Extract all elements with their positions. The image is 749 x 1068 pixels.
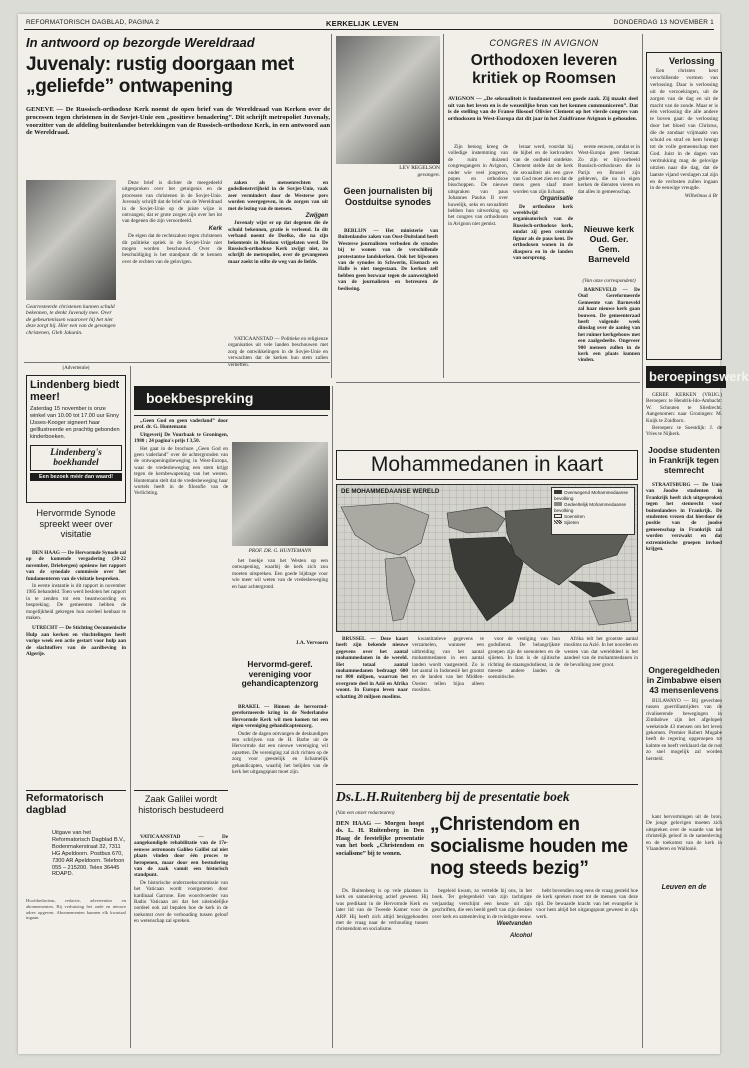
map-landmass-americas: [341, 503, 429, 555]
vaticaan-brief: VATICAANSTAD — Politieke en religieuze organisaties uit vele landen beschouwen met zorg de ontwikkelingen in de Sovjet-Unie en verwachten dat de kerken hun stem zullen verheffen.: [228, 336, 328, 368]
juvenaly-col3: zaken als mensenrechten en godsdienstvrijheid in de Sovjet-Unie, vaak zeer vermindert door de Westerse pers worden weergegeven, in de zorgen van uit met de lezing van de mensen. Zwijgen Juvenaly wijst er op dat degenen die de schuld bekennen, gratie is verleend. In dit verband noemt de Doelko, die na zijn bekentenis in Moskou vrijgelaten werd. De Russisch-orthodoxe Kerk zwijgt niet, zo schrijft de metropoliet, over de gevangenen maar zoekt in stilte de weg van de liefde.: [228, 180, 328, 265]
juvenaly-col2: Deze brief is dichter de meegedeeld uitgesproken over het getuigenis en de processen van christenen in de Sovjet-Unie. Juvenaly schrijft dat de brief van de Wereldraad in de Sovjet-Unie op de juiste wijze is ontvangen; dat er grote zorgen zijn over het lot van degenen die zijn veroordeeld. Kerk De eigen dat de rechtszaken tegen christenen dit politieke optiek in de Sovjet-Unie niet mogen worden beschouwd. Over de beschuldiging is het standpunt dit te kennen over de rechten van de gelovigen.: [122, 180, 222, 265]
avignon-col3: eerste eeuwen, omdat er in West-Europa geen bestaat. Zo zijn er bijvoorbeeld Russisch-orthodoxen die in Parijs en Brussel zijn gebleven, die nu in eigen kerken de diensten vieren en dat alles in gemeenschap.: [578, 144, 640, 195]
mohammedanen-headline: Mohammedanen in kaart: [336, 450, 638, 480]
section-rule: [336, 382, 640, 383]
mohammedanen-col1: BRUSSEL — Deze kaart heeft zijn bekende nieuwe gegevens over het aantal mohammedanen in de wereld. Het totaal aantal mohammedanen bedraagt 600 tot 800 miljoen, waarvan het overgrote deel in Azië en Afrika woont. In Europa leven naar schatting 20 miljoen moslims.: [336, 636, 408, 700]
huntemann-caption: PROF. DR. G. HUNTEMANN: [248, 548, 312, 554]
subhead-kerk: Kerk: [208, 225, 222, 232]
column-divider: [331, 34, 332, 378]
legend-item-gedeeltelijk: Gedeeltelijk Mohammedaanse bevolking: [554, 502, 627, 513]
juvenaly-lead: GENEVE — De Russisch-orthodoxe Kerk noemt de open brief van de Wereldraad van Kerken over de processen tegen christenen in de Sovjet-Unie een „positieve benadering”. Dit schrijft metropoliet Juvenaly, voorzitter van de afdeling buitenlandse betrekkingen van de Russisch-orthodoxe Kerk, in een antwoord aan de Wereldraad.: [26, 106, 330, 137]
ruitenberg-headline: „Christendom en socialisme houden me nog steeds bezig”: [430, 814, 628, 879]
ruitenberg-col1: Ds. Ruitenberg is op vele plaatsen in kerk en samenleving actief geweest. Hij was predikant in de Hervormde Kerk en later lid van de Tweede Kamer voor de ARP. Hij heeft zich altijd beziggehouden met de vraag naar de verhouding tussen christendom en socialisme.: [336, 888, 428, 933]
regelson-photo: [336, 36, 440, 164]
galilei-body: VATICAANSTAD — De aangekondigde rehabilitatie van de 17e-eeuwse astronoom Galileo Galilei zal niet plaats vinden door één proces te heropenen, maar door een bestudering van de zaak vanuit een historisch standpunt. De historische onderzoekscommissie van het Vaticaan wordt voorgezeten door kardinaal Garrone. Een woordvoerder van Radio Vaticaan zei dat het uiteindelijke oordeel ook zal bepalen hoe de kerk in de toekomst over de verhouding tussen geloof en wetenschap zal spreken.: [134, 834, 228, 925]
legend-swatch-hatched: [554, 520, 562, 524]
book-title: „Geen God en geen vaderland” door prof. dr. G. Huntemann: [134, 418, 228, 431]
barneveld-body: BARNEVELD — De Oud Gereformeerde Gemeente van Barneveld zal haar nieuwe kerk gaan bouwen. De gemeenteraad heeft volgende week dinsdag over de aanleg van het ruimer kerkgebouw met een zaalgedeelte. Ongeveer 900 mensen zullen in de kerk een plaats kunnen vinden.: [578, 287, 640, 364]
vereniging-body: BRAKEL — Binnen de hervormd-gereformeerde kring in de Nederlandse Hervormde Kerk wil men komen tot een eigen vereniging gehandicaptenzorg. Onder de dagen ontvangen de deskundigen een schrijven van de H. Barbe uit de Hervormde dat een nieuwe vereniging wil opzetten. De vereniging zal zich richten op de zorg voor geestelijk en lichamelijk gehandicapten, waarbij het belijden van de kerk het uitgangspunt moet zijn.: [232, 704, 328, 776]
juvenaly-kicker: In antwoord op bezorgde Wereldraad: [26, 35, 255, 50]
ruitenberg-kicker: Ds.L.H.Ruitenberg bij de presentatie boek: [336, 789, 570, 804]
header-rule: [24, 29, 714, 30]
ruitenberg-byline: (Van een onzer redacteuren): [336, 810, 395, 816]
journalisten-headline: Geen journalisten bij Oostduitse synodes: [343, 186, 433, 207]
huntemann-photo: [232, 442, 328, 546]
avignon-headline: Orthodoxen leveren kritiek op Roomsen: [470, 52, 618, 87]
running-header-left: REFORMATORISCH DAGBLAD, PAGINA 2: [26, 19, 160, 26]
galilei-headline: Zaak Galilei wordt historisch bestudeerd: [134, 790, 228, 830]
subhead-weetvanden: Weetvanden: [496, 921, 532, 928]
ruitenberg-lead: DEN HAAG — Morgen hoopt ds. L. H. Ruitenberg in Den Haag de feestelijke presentatie van het boek „Christendom en socialisme” bij te wonen.: [336, 820, 424, 857]
legend-swatch-outline: [554, 514, 562, 518]
regelson-caption: LEV REGELSON gevangen.: [399, 165, 440, 178]
ruitenberg-col3: hebt bovendien nog eens de vraag gesteld hoe de kerk spreken moet tot de mensen van deze tijd. De bewaarde kracht van het evangelie is voor hem altijd het uitgangspunt geweest in zijn werk.: [536, 888, 638, 920]
column-divider: [443, 34, 444, 378]
barneveld-byline: (Van onze correspondent): [582, 278, 636, 284]
mohammedanen-col4: Afrika telt het grootste aantal moslims na Azië. In het noorden en westen van dat werelddeel is het aandeel van de mohammedanen in de bevolking zeer groot.: [564, 636, 638, 668]
verlossing-title: Verlossing: [669, 56, 715, 66]
legend-item-sjiieten: Sjiieten: [554, 520, 632, 526]
muslim-world-map: [336, 484, 638, 632]
barneveld-headline: Nieuwe kerk Oud. Ger. Gem. Barneveld: [583, 224, 635, 264]
lindenberg-ad-body: Zaterdag 15 november is onze winkel van 10.00 tot 17.00 uur Enny IJsses-Kooger signeert haar geïllustreerde en prachtig gebonden kinderboeken.: [30, 406, 120, 440]
column-divider: [332, 386, 333, 1048]
boekbespreking-signature: J.A. Vervoorn: [295, 640, 328, 646]
mohammedanen-col3: voor de vestiging van hun godsdienst. De belangrijkste groepen zijn de soennieten en de sjiieten. In Iran is de sjiitische richting de staatsgodsdienst, in de meeste andere landen de soennitische.: [488, 636, 560, 681]
map-landmass-australia: [589, 599, 631, 625]
ruitenberg-col2: begeleid kwam, zo vertelde hij ons, in het boek. Ter gelegenheid van zijn tachtigste verjaardag verschijnt een keuze uit zijn geschriften, die een beeld geeft van zijn denken over kerk en samenleving in de twintigste eeuw. Weetvanden Alcohol: [432, 888, 532, 940]
juvenaly-headline: Juvenaly: rustig doorgaan met „geliefde” ontwapening: [26, 54, 294, 97]
colofon-fine-print: Hoofdredacteur, redactie, advertenties en abonnementen. Bij verhuizing het oude en nieuwe adres opgeven. Abonnementen kunnen elk kwartaal ingaan.: [26, 898, 126, 921]
mohammedanen-col2: kwantitatieve gegevens te verzamelen, wanneer een uitbreiding van het aantal mohammedanen in een aantal landen wordt vastgesteld. Zo is het aantal in Indonesië het grootst en de landen van het Midden-Oosten tellen bijna alleen moslims.: [412, 636, 484, 694]
joodse-body: STRAATSBURG — De Unie van Joodse studenten in Frankrijk heeft zich uitgesproken tegen het stemrecht voor buitenlanders in Frankrijk. De studenten vrezen dat hierdoor de positie van de joodse gemeenschap in Frankrijk zal worden verzwakt en dat extremistische groepen invloed krijgen.: [646, 482, 722, 553]
advertentie-label: (Advertentie): [62, 366, 90, 371]
lindenberg-ad-headline: Lindenberg biedt meer!: [30, 379, 120, 403]
zimbabwe-body: BULAWAYO — Bij gevechten tussen guerrillastrijders van de rivaliserende bewegingen in Zimbabwe zijn het afgelopen weekeinde 43 mensen om het leven gekomen. Premier Robert Mugabe heeft de regering opgeroepen tot kalmte en heeft verklaard dat de rust zo snel mogelijk zal worden hersteld.: [646, 698, 722, 762]
colofon-address: Uitgave van het Reformatorisch Dagblad B.V., Bodenmakerstraat 32, 7311 HG Apeldoorn. Postbus 670, 7300 AR Apeldoorn. Telefoon 055 – 215200. Telex 36445 RDAPD.: [52, 830, 126, 878]
synode-headline: Hervormde Synode spreekt weer over visitatie: [36, 508, 116, 539]
journalisten-body: BERLIJN — Het ministerie van Buitenlandse zaken van Oost-Duitsland heeft Westerse journalisten verboden de synodes bij te wonen van de verschillende protestantse landskerken. Ook het bijwonen van de synodes in Schwerin, Eisenach en Halle is niet toegestaan. De kerken zelf hebben geen bezwaar tegen de aanwezigheid van de journalisten en betreuren de beslissing.: [338, 228, 438, 292]
boekbespreking-col2: het boekje van het Westen op een ontwapening, waarbij de kerk zich zou moeten uitspreken. Een goede bijdrage voor wie meer wil weten van de vredesbeweging en haar achtergrond.: [232, 558, 328, 590]
ruitenberg-top-rule: [336, 784, 638, 785]
avignon-col1: Zijn betoog kreeg de volledige instemming van de ruim duizend congresgangers in Avignon, onder wie veel jongeren, popes en orthodoxe bisschoppen. De nieuwe uitspraken van paus Johannes Paulus II over huwelijk, seks en sexualiteit hebben hun uitwerking op het congres van orthodoxen in Avignon niet gemist.: [448, 144, 508, 227]
legend-item-soennieten: Soenniten: [554, 514, 632, 520]
map-landmass-south-america: [385, 557, 415, 621]
vereniging-headline: Hervormd-geref. vereniging voor gehandicaptenzorg: [241, 659, 319, 689]
boekbespreking-col1: „Geen God en geen vaderland” door prof. dr. G. Huntemann Uitgeverij De Vuurbaak te Groningen, 1980 ; 24 pagina's prijs f 3,50. Het gaat in de brochure „Geen God en geen vaderland” over de achtergronden van de ontwapeningsbeweging in West-Europa, waar de vredesbeweging een stem krijgt tegen de kernbewapening van het westen. Huntemann stelt dat de vredesbeweging haar wortels heeft in de filosofie van de Verlichting.: [134, 418, 228, 497]
lindenberg-ad-footer: Een bezoek méér dan waard!: [30, 473, 122, 481]
legend-swatch-dark: [554, 490, 562, 494]
newspaper-page: [18, 14, 749, 1054]
subhead-zwijgen: Zwijgen: [305, 213, 328, 220]
leuven-headline: Leuven en de: [661, 884, 707, 891]
map-landmass-europe: [447, 507, 505, 533]
zimbabwe-headline: Ongeregeldheden in Zimbabwe eisen 43 mensenlevens: [646, 665, 722, 695]
synode-body: DEN HAAG — De Hervormde Synode zal op de komende vergadering (20-22 november, Driebergen) opnieuw het rapport van de synodale commissie over het fundamenteren van de visitatie bespreken. In eerste instantie is dit rapport in november 1985 behandeld. Toen werd besloten het rapport in te zenden tot een beantwoording en bespreking. De gemeenten hebben de mogelijkheid gekregen hun oordeel kenbaar te maken. UTRECHT — De Stichting Oecumenische Hulp aan kerken en vluchtelingen heeft vorige week een actie gestart voor hulp aan de slachtoffers van de aardbeving in Algerije.: [26, 550, 126, 658]
map-landmass-indonesia: [569, 581, 615, 597]
verlossing-body: Een christen kent verschillende vormen van verlossing. Daar is verlossing uit de verzoekingen, uit de zorgen van de dag en uit de macht van de zonde. Maar er is één verlossing die alle andere te boven gaat: de verlossing door het bloed van Christus, die de zondaar vrijmaakt van schuld en straf en hem brengt tot de volle gemeenschap met God. Juist in de dagen van verdrukking mag de gelovige uitzien naar die dag, dat de laatste vijand verslagen zal zijn en de verlosten zullen ingaan in de eeuwige vreugde. Wilhelmus à Br: [650, 68, 718, 200]
map-title: DE MOHAMMEDAANSE WERELD: [341, 488, 440, 495]
book-publisher: Uitgeverij De Vuurbaak te Groningen, 1980 ; 24 pagina's prijs f 3,50.: [134, 431, 228, 445]
verlossing-box: [646, 52, 722, 360]
legend-swatch-mid: [554, 502, 562, 506]
column-divider: [642, 34, 643, 1048]
lindenberg-ad: [26, 375, 126, 503]
avignon-kicker: CONGRES IN AVIGNON: [489, 38, 599, 48]
beroepingswerk-body: GEREF. KERKEN (VRIJG.) Beroepen: te Hendrik-Ido-Ambacht: W. Schouten te Sliedrecht. Aangenomen: naar Groningen: M. Kuijk te Zuidhorn. Beroepen: te Soestdijk: J. de Vries te Nijkerk.: [646, 392, 722, 438]
section-rule: [24, 362, 330, 363]
boekbespreking-rule: [134, 412, 328, 416]
legend-item-overwegend: Overwegend Mohammedaanse bevolking: [554, 490, 629, 501]
colofon-title: Reformatorisch dagblad: [26, 790, 126, 828]
avignon-lead: AVIGNON — „De seksualiteit is fundamenteel een goede zaak. Zij maakt deel uit van het leven en is de wezenlijke bron van het kennen communiceren”. Dat is de stelling van de Franse filosoof Olivier Clement op het vierde congres van orthodoxen in West-Europa dat dit jaar in het Zuidfranse Avignon is gehouden.: [448, 96, 638, 122]
jakunin-caption: Gearresteerde christenen kunnen schuld bekennen, te denkt Juvenaly mee. Over de gebeurtenissen waarover hij het niet deze zorgt hij. Hier een van de gevangen christenen, Gleb Jakunin.: [26, 304, 116, 336]
map-landmass-africa: [449, 537, 523, 621]
map-legend: [551, 487, 635, 535]
beroepingswerk-banner: beroepingswerk: [646, 366, 726, 388]
boekbespreking-banner: boekbespreking: [134, 386, 330, 410]
jakunin-photo: [26, 180, 116, 300]
subhead-alcohol: Alcohol: [510, 933, 532, 940]
joodse-headline: Joodse studenten in Frankrijk tegen stemrecht: [648, 445, 720, 475]
subhead-organisatie: Organisatie: [539, 196, 573, 203]
leuven-body: kant hervormingen uit de bron. De jonge gelovigen moeten zich uitspreken over de waarde van het christelijk geloof in de samenleving en de toekomst van de kerk in Vlaanderen en Wallonië.: [646, 814, 722, 853]
column-divider: [130, 366, 131, 1048]
running-header-date: DONDERDAG 13 NOVEMBER 1: [613, 19, 714, 26]
avignon-col2: leraar werd, voordat hij de bijbel en de kerkvaders van de oudheid ontdekte. Clement stelde dat de kerk de sexualiteit als een gave van God moet zien en dat de mens geen slaaf moet worden van zijn lichaam. Organisatie De orthodoxe kerk wereldwijd organisatorisch van de Russisch-orthodoxe kerk, omdat zij geen centrale figuur als de paus kent. De orthodoxen wonen in de diaspora en in de landen van oorsprong.: [513, 144, 573, 261]
lindenberg-logo: Lindenberg's boekhandel: [30, 445, 122, 471]
running-header-section: KERKELIJK LEVEN: [326, 19, 399, 28]
